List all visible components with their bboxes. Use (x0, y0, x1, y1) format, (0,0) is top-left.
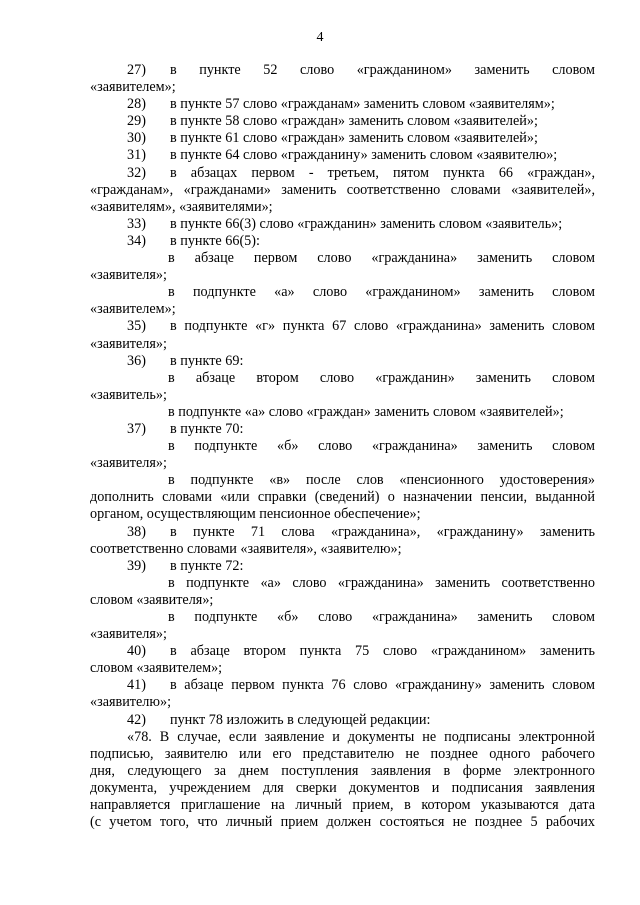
text-line: в абзаце втором слово «гражданин» заменить словом (168, 369, 595, 386)
text-line (90, 677, 595, 694)
text-line: соответственно словами «заявителя», «заявителю»; (90, 540, 402, 557)
text-line: словом «заявителя»; (90, 591, 214, 608)
text-line: «заявителя»; (90, 626, 167, 643)
item-number: 33) (127, 215, 146, 232)
text-line (90, 113, 595, 130)
text-line: в абзаце первом слово «гражданина» заменить словом (168, 250, 595, 267)
text-line (90, 216, 595, 233)
text-line: «заявителю»; (90, 694, 172, 711)
text-line: дня, следующего за днем поступления заявления в форме электронного (90, 762, 595, 779)
text-line: «заявителя»; (90, 455, 167, 472)
item-text: в пункте 71 слова «гражданина», «гражданину» заменить (170, 523, 595, 540)
item-number: 29) (127, 113, 146, 130)
text-line: направляется приглашение на личный прием, в котором указываются дата (90, 797, 595, 814)
text-line (90, 233, 595, 250)
item-text: в подпункте «г» пункта 67 слово «гражданина» заменить словом (170, 318, 595, 335)
document-body (90, 62, 595, 831)
text-line (90, 558, 595, 575)
text-line: (с учетом того, что личный прием должен состояться не позднее 5 рабочих (90, 814, 595, 831)
text-line (90, 421, 595, 438)
item-text: в пункте 69: (170, 352, 244, 369)
text-line: в подпункте «б» слово «гражданина» заменить словом (168, 609, 595, 625)
item-text: в абзаце втором пункта 75 слово «гражданином» заменить (170, 643, 595, 660)
text-line (90, 147, 595, 164)
text-line (90, 96, 595, 113)
text-line (90, 643, 595, 660)
item-text: в пункте 52 слово «гражданином» заменить словом (170, 62, 595, 78)
text-line: в подпункте «а» слово «гражданином» заменить словом (168, 284, 595, 301)
page-number: 4 (316, 30, 324, 45)
text-line (90, 712, 595, 729)
text-line: словом «заявителем»; (90, 660, 223, 677)
item-number: 41) (127, 677, 146, 694)
text-line: документа, учреждением для сверки документов и подписания заявления (90, 779, 595, 796)
item-number: 38) (127, 523, 146, 540)
item-number: 36) (127, 352, 146, 369)
item-number: 27) (127, 62, 146, 78)
text-line (90, 524, 595, 541)
text-line: органом, осуществляющим пенсионное обеспечение»; (90, 506, 421, 523)
text-line: дополнить словами «или справки (сведений) о назначении пенсии, выданной (90, 489, 595, 506)
item-text: пункт 78 изложить в следующей редакции: (170, 711, 431, 728)
item-number: 39) (127, 557, 146, 574)
text-line: в подпункте «в» после слов «пенсионного удостоверения» (168, 472, 595, 489)
text-line: «гражданам», «гражданами» заменить соответственно словами «заявителей», (90, 181, 595, 198)
text-line: «заявителям», «заявителями»; (90, 198, 273, 215)
item-text: в пункте 57 слово «гражданам» заменить словом «заявителям»; (170, 96, 555, 113)
item-text: в абзацах первом - третьем, пятом пункта 66 «граждан», (170, 164, 595, 181)
item-number: 35) (127, 318, 146, 335)
item-number: 34) (127, 232, 146, 249)
text-line (90, 318, 595, 335)
item-number: 30) (127, 130, 146, 147)
text-line: «78. В случае, если заявление и документы не подписаны электронной (127, 728, 595, 745)
item-text: в пункте 72: (170, 557, 244, 574)
item-number: 32) (127, 164, 146, 181)
text-line: «заявителя»; (90, 267, 167, 284)
text-line (90, 353, 595, 370)
item-text: в пункте 66(5): (170, 232, 260, 249)
text-line: в подпункте «а» слово «граждан» заменить словом «заявителей»; (168, 403, 564, 420)
text-line: в подпункте «а» слово «гражданина» заменить соответственно (168, 574, 595, 591)
item-text: в пункте 70: (170, 420, 244, 437)
item-number: 40) (127, 643, 146, 660)
text-line: «заявителем»; (90, 79, 176, 96)
item-text: в абзаце первом пункта 76 слово «гражданину» заменить словом (170, 677, 595, 694)
text-line: «заявитель»; (90, 386, 167, 403)
text-line: «заявителем»; (90, 301, 176, 318)
item-text: в пункте 64 слово «гражданину» заменить словом «заявителю»; (170, 147, 558, 164)
item-number: 37) (127, 420, 146, 437)
text-line (90, 165, 595, 182)
item-number: 28) (127, 96, 146, 113)
item-number: 31) (127, 147, 146, 164)
text-line: «заявителя»; (90, 335, 167, 352)
item-text: в пункте 61 слово «граждан» заменить словом «заявителей»; (170, 130, 538, 147)
text-line (90, 62, 595, 79)
item-number: 42) (127, 711, 146, 728)
item-text: в пункте 66(3) слово «гражданин» заменить словом «заявитель»; (170, 215, 563, 232)
text-line: подписью, заявителю или его представителю не позднее одного рабочего (90, 745, 595, 762)
text-line (90, 130, 595, 147)
item-text: в пункте 58 слово «граждан» заменить словом «заявителей»; (170, 113, 538, 130)
text-line: в подпункте «б» слово «гражданина» заменить словом (168, 438, 595, 455)
